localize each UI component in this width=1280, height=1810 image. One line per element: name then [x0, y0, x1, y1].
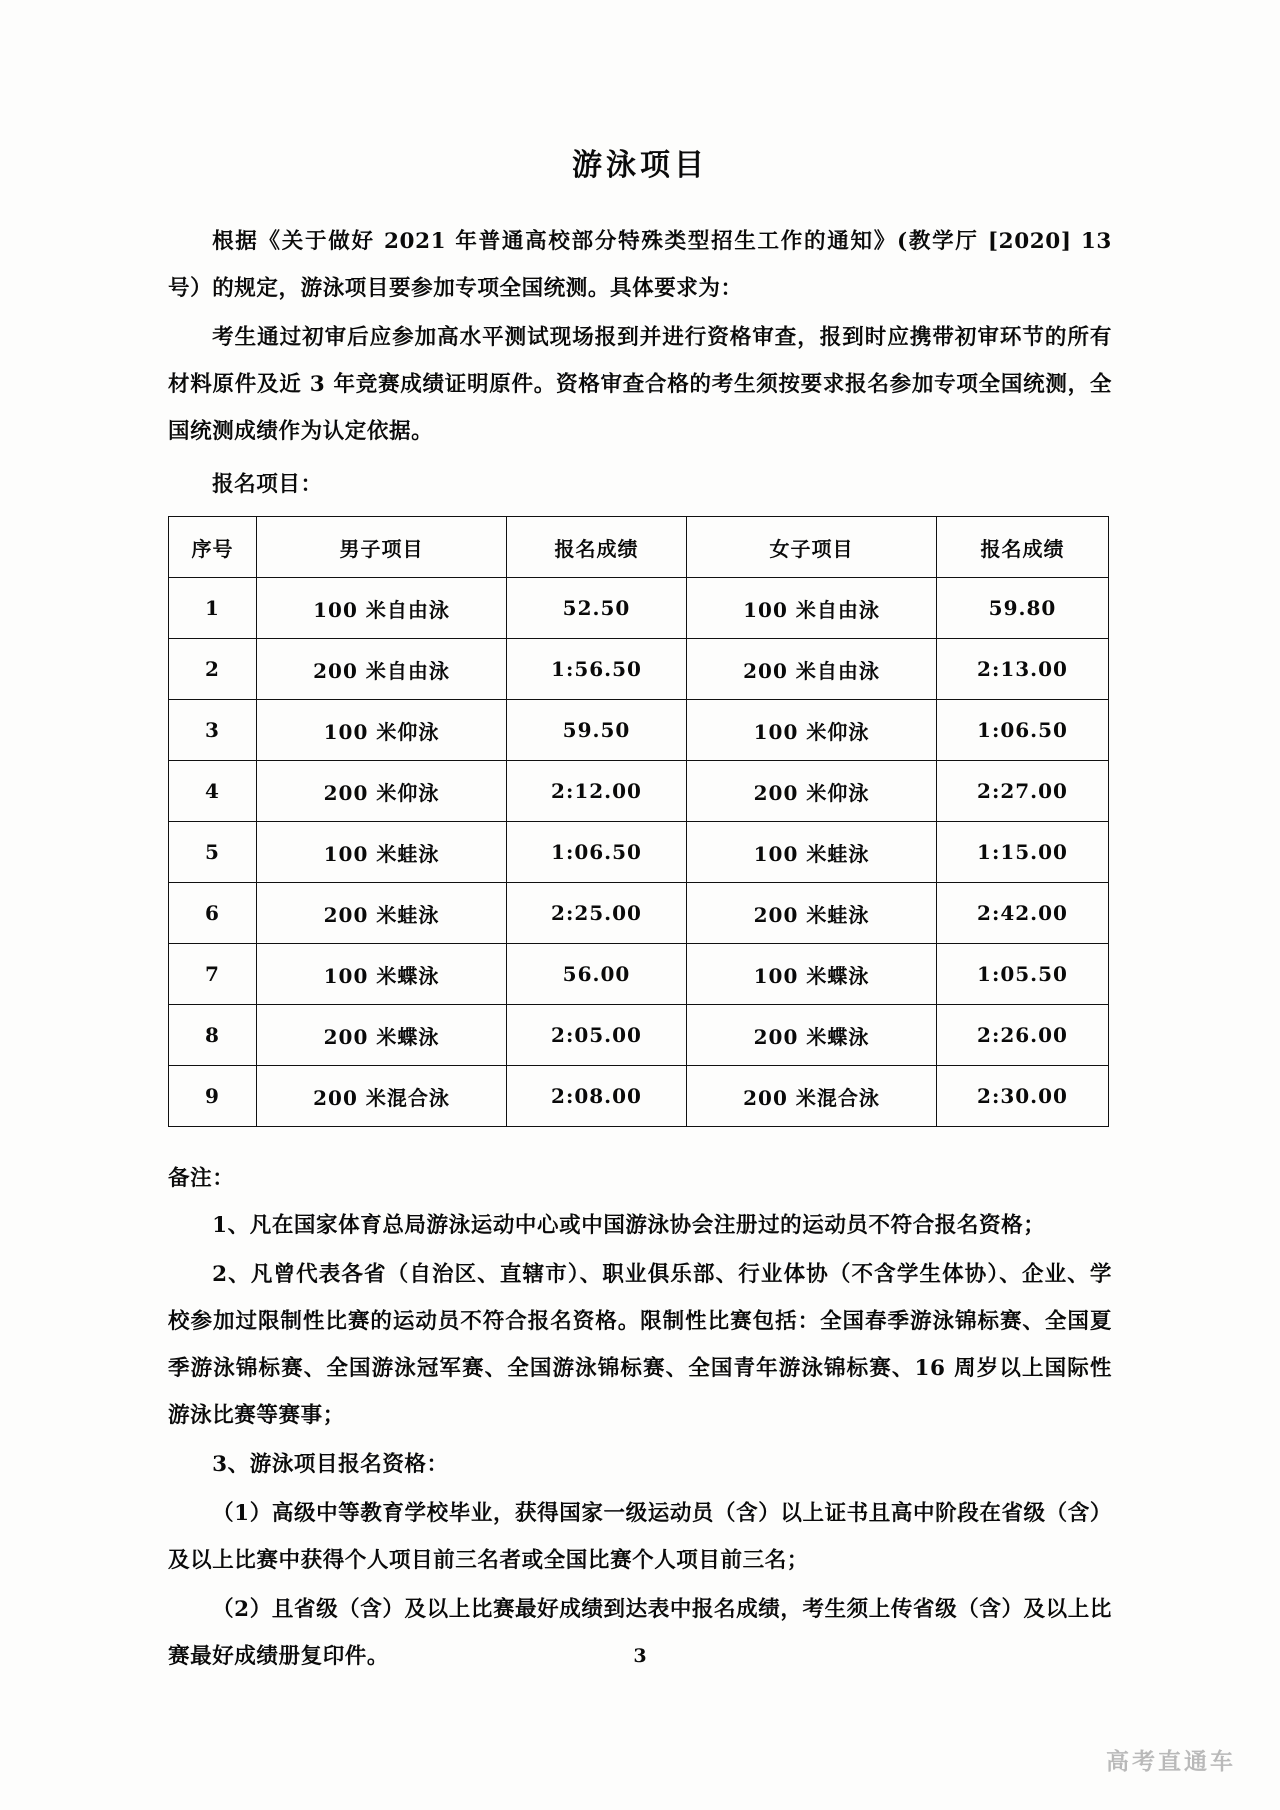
- cell-women-event: 200 米蝶泳: [687, 1005, 937, 1066]
- table-row: [169, 639, 1109, 700]
- cell-women-score: 1:06.50: [937, 700, 1109, 761]
- cell-men-score: 1:06.50: [507, 822, 687, 883]
- page-number: 3: [633, 1645, 647, 1667]
- cell-index: 7: [169, 944, 257, 1005]
- cell-index: 8: [169, 1005, 257, 1066]
- cell-women-event: 100 米仰泳: [687, 700, 937, 761]
- column-header-index: 序号: [169, 517, 257, 578]
- table-row: [169, 761, 1109, 822]
- table-row: [169, 944, 1109, 1005]
- cell-women-event: 200 米自由泳: [687, 639, 937, 700]
- note-item-3: 3、游泳项目报名资格：: [212, 1452, 449, 1477]
- table-row: [169, 578, 1109, 639]
- column-header-women-score: 报名成绩: [937, 517, 1109, 578]
- intro-paragraph-2: 考生通过初审后应参加高水平测试现场报到并进行资格审查，报到时应携带初审环节的所有材料原件及近 3 年竞赛成绩证明原件。资格审查合格的考生须按要求报名参加专项全国统测，全国统测成绩作为认定依据。: [168, 325, 1112, 444]
- watermark: 高考直通车: [1106, 1749, 1236, 1775]
- cell-women-event: 200 米仰泳: [687, 761, 937, 822]
- cell-women-score: 1:15.00: [937, 822, 1109, 883]
- cell-men-event: 200 米蛙泳: [257, 883, 507, 944]
- cell-women-event: 200 米混合泳: [687, 1066, 937, 1127]
- cell-index: 3: [169, 700, 257, 761]
- cell-men-event: 100 米蛙泳: [257, 822, 507, 883]
- cell-men-score: 59.50: [507, 700, 687, 761]
- cell-index: 6: [169, 883, 257, 944]
- table-row: [169, 1005, 1109, 1066]
- column-header-women-event: 女子项目: [687, 517, 937, 578]
- cell-women-score: 2:30.00: [937, 1066, 1109, 1127]
- note-item-2: 2、凡曾代表各省（自治区、直辖市）、职业俱乐部、行业体协（不含学生体协）、企业、学校参加过限制性比赛的运动员不符合报名资格。限制性比赛包括：全国春季游泳锦标赛、全国夏季游泳锦标赛、全国游泳冠军赛、全国游泳锦标赛、全国青年游泳锦标赛、16 周岁以上国际性游泳比赛等赛事；: [168, 1262, 1112, 1428]
- cell-men-event: 200 米蝶泳: [257, 1005, 507, 1066]
- note-item-1: 1、凡在国家体育总局游泳运动中心或中国游泳协会注册过的运动员不符合报名资格；: [212, 1213, 1046, 1238]
- notes-heading: 备注：: [168, 1166, 235, 1191]
- cell-women-score: 2:42.00: [937, 883, 1109, 944]
- cell-women-score: 2:26.00: [937, 1005, 1109, 1066]
- intro-paragraph-1: 根据《关于做好 2021 年普通高校部分特殊类型招生工作的通知》(教学厅 [2020] 13 号）的规定，游泳项目要参加专项全国统测。具体要求为：: [168, 229, 1112, 301]
- column-header-men-score: 报名成绩: [507, 517, 687, 578]
- column-header-men-event: 男子项目: [257, 517, 507, 578]
- cell-men-score: 2:08.00: [507, 1066, 687, 1127]
- page-title: 游泳项目: [572, 148, 708, 183]
- cell-men-score: 1:56.50: [507, 639, 687, 700]
- cell-index: 5: [169, 822, 257, 883]
- cell-index: 4: [169, 761, 257, 822]
- table-row: [169, 700, 1109, 761]
- cell-men-score: 2:12.00: [507, 761, 687, 822]
- note-item-3-sub-1: （1）高级中等教育学校毕业，获得国家一级运动员（含）以上证书且高中阶段在省级（含）及以上比赛中获得个人项目前三名者或全国比赛个人项目前三名；: [168, 1501, 1112, 1573]
- table-header-row: [169, 517, 1109, 578]
- cell-index: 2: [169, 639, 257, 700]
- cell-women-score: 2:13.00: [937, 639, 1109, 700]
- cell-women-score: 1:05.50: [937, 944, 1109, 1005]
- cell-index: 9: [169, 1066, 257, 1127]
- cell-men-event: 100 米仰泳: [257, 700, 507, 761]
- cell-men-event: 100 米自由泳: [257, 578, 507, 639]
- table-label: 报名项目：: [212, 472, 323, 497]
- page-content: [168, 120, 1112, 1682]
- cell-men-score: 56.00: [507, 944, 687, 1005]
- cell-women-event: 100 米自由泳: [687, 578, 937, 639]
- cell-women-score: 2:27.00: [937, 761, 1109, 822]
- table-row: [169, 883, 1109, 944]
- cell-men-event: 200 米仰泳: [257, 761, 507, 822]
- table-row: [169, 822, 1109, 883]
- cell-women-event: 200 米蛙泳: [687, 883, 937, 944]
- table-row: [169, 1066, 1109, 1127]
- cell-men-score: 52.50: [507, 578, 687, 639]
- registration-standards-table: [168, 516, 1109, 1127]
- cell-men-event: 100 米蝶泳: [257, 944, 507, 1005]
- cell-women-event: 100 米蝶泳: [687, 944, 937, 1005]
- cell-women-event: 100 米蛙泳: [687, 822, 937, 883]
- cell-index: 1: [169, 578, 257, 639]
- cell-women-score: 59.80: [937, 578, 1109, 639]
- cell-men-score: 2:05.00: [507, 1005, 687, 1066]
- cell-men-score: 2:25.00: [507, 883, 687, 944]
- cell-men-event: 200 米自由泳: [257, 639, 507, 700]
- cell-men-event: 200 米混合泳: [257, 1066, 507, 1127]
- note-item-3-sub-2: （2）且省级（含）及以上比赛最好成绩到达表中报名成绩，考生须上传省级（含）及以上比赛最好成绩册复印件。: [168, 1597, 1112, 1669]
